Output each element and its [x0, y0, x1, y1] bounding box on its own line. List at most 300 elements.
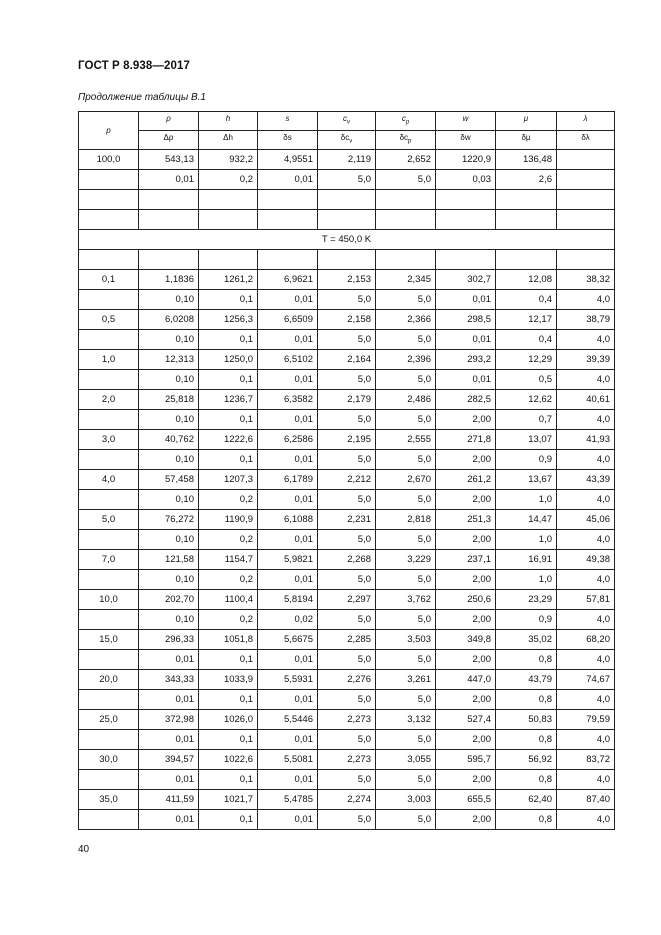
header-row-uncertainty [79, 131, 615, 150]
value-cell: 6,9621 [258, 270, 318, 290]
pressure-cell: 35,0 [79, 790, 139, 810]
value-cell: 2,486 [376, 390, 436, 410]
table-row [79, 750, 615, 770]
value-cell: 5,0 [318, 170, 376, 190]
value-cell: 6,0208 [139, 310, 199, 330]
value-cell [436, 250, 496, 270]
table-row [79, 590, 615, 610]
pressure-cell: 0,5 [79, 310, 139, 330]
value-cell: 1261,2 [199, 270, 258, 290]
value-cell: 4,0 [557, 490, 615, 510]
value-cell: 5,0 [318, 490, 376, 510]
value-cell: 0,8 [496, 690, 557, 710]
value-cell: 5,0 [318, 810, 376, 830]
value-cell: 0,01 [258, 330, 318, 350]
data-table [78, 111, 615, 830]
pressure-cell: 20,0 [79, 670, 139, 690]
value-cell: 2,00 [436, 770, 496, 790]
value-cell [376, 190, 436, 210]
value-cell: 0,01 [258, 490, 318, 510]
value-cell: 0,10 [139, 410, 199, 430]
value-cell: 4,0 [557, 530, 615, 550]
value-cell: 343,33 [139, 670, 199, 690]
value-cell: 0,10 [139, 330, 199, 350]
value-cell: 4,0 [557, 570, 615, 590]
value-cell [199, 190, 258, 210]
value-cell: 0,10 [139, 370, 199, 390]
value-cell: 2,273 [318, 710, 376, 730]
value-cell: 43,39 [557, 470, 615, 490]
value-cell: 0,01 [139, 730, 199, 750]
table-row [79, 730, 615, 750]
value-cell: 0,7 [496, 410, 557, 430]
header-cell [258, 112, 318, 131]
header-cell-symbol: μ [523, 114, 529, 124]
value-cell [496, 210, 557, 230]
value-cell: 2,366 [376, 310, 436, 330]
table-row [79, 550, 615, 570]
pressure-cell: 5,0 [79, 510, 139, 530]
value-cell: 4,0 [557, 730, 615, 750]
pressure-cell [79, 610, 139, 630]
table-row [79, 450, 615, 470]
pressure-cell [79, 810, 139, 830]
temperature-row [79, 230, 615, 250]
header-cell-uncertainty-subscript: v [349, 138, 353, 145]
header-cell-uncertainty [376, 131, 436, 150]
value-cell [139, 250, 199, 270]
value-cell: 1256,3 [199, 310, 258, 330]
pressure-cell [79, 210, 139, 230]
value-cell: 2,555 [376, 430, 436, 450]
value-cell: 0,1 [199, 330, 258, 350]
header-cell-uncertainty-symbol: Δh [223, 133, 233, 143]
pressure-cell [79, 410, 139, 430]
value-cell: 250,6 [436, 590, 496, 610]
value-cell [376, 210, 436, 230]
value-cell: 0,01 [436, 290, 496, 310]
value-cell: 0,5 [496, 370, 557, 390]
value-cell: 76,272 [139, 510, 199, 530]
value-cell: 271,8 [436, 430, 496, 450]
header-cell-subscript: v [347, 119, 350, 126]
value-cell: 2,00 [436, 410, 496, 430]
value-cell: 0,01 [258, 530, 318, 550]
value-cell: 0,10 [139, 490, 199, 510]
header-row [79, 112, 615, 131]
value-cell: 0,01 [139, 650, 199, 670]
value-cell: 0,03 [436, 170, 496, 190]
value-cell [318, 250, 376, 270]
value-cell: 5,9821 [258, 550, 318, 570]
temperature-label: T = 450,0 K [79, 230, 615, 250]
header-cell [496, 112, 557, 131]
value-cell: 41,93 [557, 430, 615, 450]
value-cell: 0,02 [258, 610, 318, 630]
value-cell: 0,9 [496, 450, 557, 470]
pressure-cell: 7,0 [79, 550, 139, 570]
value-cell: 298,5 [436, 310, 496, 330]
value-cell: 35,02 [496, 630, 557, 650]
value-cell: 0,01 [258, 410, 318, 430]
value-cell: 0,01 [436, 370, 496, 390]
value-cell: 79,59 [557, 710, 615, 730]
value-cell: 6,5102 [258, 350, 318, 370]
value-cell: 40,61 [557, 390, 615, 410]
value-cell: 38,79 [557, 310, 615, 330]
value-cell: 6,1088 [258, 510, 318, 530]
value-cell: 251,3 [436, 510, 496, 530]
value-cell: 1,0 [496, 490, 557, 510]
value-cell: 4,0 [557, 290, 615, 310]
value-cell [496, 250, 557, 270]
value-cell [139, 210, 199, 230]
value-cell: 12,313 [139, 350, 199, 370]
value-cell: 5,4785 [258, 790, 318, 810]
header-cell-uncertainty [436, 131, 496, 150]
value-cell: 411,59 [139, 790, 199, 810]
value-cell: 5,0 [318, 450, 376, 470]
value-cell: 1220,9 [436, 150, 496, 170]
value-cell: 296,33 [139, 630, 199, 650]
value-cell: 0,1 [199, 650, 258, 670]
value-cell: 2,119 [318, 150, 376, 170]
pressure-cell: 100,0 [79, 150, 139, 170]
value-cell: 2,179 [318, 390, 376, 410]
value-cell: 0,01 [258, 730, 318, 750]
value-cell [258, 210, 318, 230]
value-cell: 1,0 [496, 570, 557, 590]
table-row [79, 570, 615, 590]
value-cell: 57,81 [557, 590, 615, 610]
value-cell: 2,297 [318, 590, 376, 610]
header-cell-uncertainty-symbol: δλ [581, 133, 590, 143]
page-number: 40 [78, 844, 90, 855]
value-cell: 293,2 [436, 350, 496, 370]
value-cell: 12,29 [496, 350, 557, 370]
table-row [79, 790, 615, 810]
value-cell: 50,83 [496, 710, 557, 730]
value-cell: 5,0 [318, 770, 376, 790]
value-cell: 0,01 [258, 170, 318, 190]
value-cell: 202,70 [139, 590, 199, 610]
value-cell: 43,79 [496, 670, 557, 690]
table-row [79, 290, 615, 310]
value-cell: 655,5 [436, 790, 496, 810]
header-cell-uncertainty-subscript: p [408, 138, 412, 145]
table-row [79, 210, 615, 230]
value-cell: 5,0 [318, 570, 376, 590]
pressure-cell: 30,0 [79, 750, 139, 770]
value-cell: 5,0 [318, 530, 376, 550]
value-cell: 5,0 [376, 290, 436, 310]
value-cell: 6,1789 [258, 470, 318, 490]
pressure-cell [79, 690, 139, 710]
value-cell: 1250,0 [199, 350, 258, 370]
header-cell-uncertainty [557, 131, 615, 150]
value-cell: 2,6 [496, 170, 557, 190]
pressure-cell [79, 650, 139, 670]
pressure-cell: 4,0 [79, 470, 139, 490]
value-cell: 0,8 [496, 650, 557, 670]
header-cell-subscript: p [405, 119, 410, 126]
document-title: ГОСТ Р 8.938—2017 [78, 60, 190, 72]
value-cell: 0,10 [139, 450, 199, 470]
value-cell: 1190,9 [199, 510, 258, 530]
value-cell: 62,40 [496, 790, 557, 810]
value-cell: 0,01 [258, 450, 318, 470]
value-cell: 2,195 [318, 430, 376, 450]
value-cell: 2,273 [318, 750, 376, 770]
value-cell: 45,06 [557, 510, 615, 530]
value-cell: 5,0 [318, 370, 376, 390]
value-cell: 0,4 [496, 330, 557, 350]
value-cell: 543,13 [139, 150, 199, 170]
header-cell-uncertainty [496, 131, 557, 150]
value-cell: 1,1836 [139, 270, 199, 290]
value-cell: 5,0 [318, 330, 376, 350]
table-row [79, 470, 615, 490]
table-row [79, 810, 615, 830]
table-row [79, 690, 615, 710]
value-cell: 5,0 [376, 490, 436, 510]
value-cell: 0,1 [199, 290, 258, 310]
table-row [79, 190, 615, 210]
pressure-cell [79, 170, 139, 190]
value-cell: 5,0 [376, 530, 436, 550]
value-cell: 0,2 [199, 530, 258, 550]
value-cell: 14,47 [496, 510, 557, 530]
value-cell: 0,01 [258, 290, 318, 310]
value-cell: 5,5081 [258, 750, 318, 770]
value-cell: 0,01 [258, 370, 318, 390]
value-cell: 0,10 [139, 290, 199, 310]
value-cell: 394,57 [139, 750, 199, 770]
value-cell: 0,8 [496, 810, 557, 830]
value-cell: 0,10 [139, 610, 199, 630]
header-cell-uncertainty-symbol: δμ [521, 133, 531, 143]
value-cell: 4,0 [557, 450, 615, 470]
value-cell: 0,1 [199, 450, 258, 470]
value-cell: 2,00 [436, 490, 496, 510]
value-cell: 2,153 [318, 270, 376, 290]
value-cell: 5,8194 [258, 590, 318, 610]
value-cell: 0,01 [258, 570, 318, 590]
value-cell: 2,268 [318, 550, 376, 570]
value-cell: 136,48 [496, 150, 557, 170]
value-cell: 2,00 [436, 730, 496, 750]
value-cell: 5,0 [376, 730, 436, 750]
value-cell: 0,1 [199, 770, 258, 790]
value-cell: 595,7 [436, 750, 496, 770]
value-cell: 0,10 [139, 530, 199, 550]
value-cell: 56,92 [496, 750, 557, 770]
pressure-cell: 10,0 [79, 590, 139, 610]
value-cell [199, 250, 258, 270]
table-row [79, 430, 615, 450]
table-row [79, 770, 615, 790]
value-cell: 1033,9 [199, 670, 258, 690]
value-cell: 0,01 [139, 770, 199, 790]
value-cell: 0,2 [199, 170, 258, 190]
table-row [79, 270, 615, 290]
value-cell: 5,0 [376, 170, 436, 190]
value-cell: 1154,7 [199, 550, 258, 570]
header-cell-uncertainty-symbol: δw [460, 133, 471, 143]
pressure-cell [79, 370, 139, 390]
table-row [79, 530, 615, 550]
value-cell: 2,00 [436, 530, 496, 550]
value-cell: 4,0 [557, 410, 615, 430]
value-cell: 38,32 [557, 270, 615, 290]
value-cell: 39,39 [557, 350, 615, 370]
value-cell: 2,652 [376, 150, 436, 170]
header-cell-uncertainty [318, 131, 376, 150]
value-cell: 3,132 [376, 710, 436, 730]
table-row [79, 630, 615, 650]
value-cell: 2,00 [436, 610, 496, 630]
value-cell: 6,2586 [258, 430, 318, 450]
value-cell: 282,5 [436, 390, 496, 410]
header-cell-symbol: s [285, 114, 290, 124]
value-cell: 0,01 [258, 650, 318, 670]
value-cell: 5,0 [376, 770, 436, 790]
header-cell [139, 112, 199, 131]
value-cell: 0,1 [199, 410, 258, 430]
value-cell: 4,9551 [258, 150, 318, 170]
value-cell: 12,62 [496, 390, 557, 410]
value-cell: 0,01 [258, 770, 318, 790]
value-cell: 302,7 [436, 270, 496, 290]
value-cell: 4,0 [557, 810, 615, 830]
header-cell [318, 112, 376, 131]
table-row [79, 410, 615, 430]
value-cell: 5,0 [318, 650, 376, 670]
value-cell: 87,40 [557, 790, 615, 810]
value-cell: 2,276 [318, 670, 376, 690]
value-cell: 6,6509 [258, 310, 318, 330]
value-cell: 0,8 [496, 770, 557, 790]
value-cell: 5,0 [376, 570, 436, 590]
value-cell: 1026,0 [199, 710, 258, 730]
value-cell: 1051,8 [199, 630, 258, 650]
table-row [79, 330, 615, 350]
value-cell: 1236,7 [199, 390, 258, 410]
pressure-cell [79, 250, 139, 270]
value-cell: 4,0 [557, 690, 615, 710]
value-cell: 5,6675 [258, 630, 318, 650]
pressure-cell [79, 730, 139, 750]
header-cell-uncertainty-symbol: δc [399, 133, 409, 143]
value-cell: 1207,3 [199, 470, 258, 490]
value-cell: 3,762 [376, 590, 436, 610]
value-cell: 16,91 [496, 550, 557, 570]
header-cell [557, 112, 615, 131]
value-cell: 68,20 [557, 630, 615, 650]
pressure-cell [79, 330, 139, 350]
value-cell: 0,2 [199, 570, 258, 590]
pressure-cell [79, 570, 139, 590]
pressure-cell [79, 770, 139, 790]
value-cell [139, 190, 199, 210]
pressure-cell [79, 530, 139, 550]
value-cell: 0,9 [496, 610, 557, 630]
table-row [79, 170, 615, 190]
value-cell: 5,0 [376, 610, 436, 630]
value-cell [199, 210, 258, 230]
header-cell-symbol: ρ [166, 114, 171, 124]
pressure-cell: 3,0 [79, 430, 139, 450]
table-row [79, 150, 615, 170]
value-cell: 6,3582 [258, 390, 318, 410]
value-cell: 3,055 [376, 750, 436, 770]
value-cell: 12,17 [496, 310, 557, 330]
value-cell: 2,285 [318, 630, 376, 650]
value-cell: 527,4 [436, 710, 496, 730]
value-cell: 13,67 [496, 470, 557, 490]
value-cell: 49,38 [557, 550, 615, 570]
header-cell-symbol: w [462, 114, 469, 124]
value-cell: 0,4 [496, 290, 557, 310]
value-cell: 12,08 [496, 270, 557, 290]
value-cell: 0,01 [139, 690, 199, 710]
value-cell: 5,0 [376, 650, 436, 670]
value-cell: 2,212 [318, 470, 376, 490]
pressure-cell [79, 490, 139, 510]
value-cell: 5,0 [376, 370, 436, 390]
value-cell: 4,0 [557, 370, 615, 390]
table-row [79, 710, 615, 730]
value-cell: 0,01 [139, 810, 199, 830]
pressure-cell: 1,0 [79, 350, 139, 370]
value-cell: 4,0 [557, 770, 615, 790]
value-cell: 3,229 [376, 550, 436, 570]
value-cell: 2,231 [318, 510, 376, 530]
value-cell: 0,01 [139, 170, 199, 190]
value-cell: 0,2 [199, 610, 258, 630]
value-cell: 5,0 [318, 610, 376, 630]
table-row [79, 350, 615, 370]
value-cell: 0,10 [139, 570, 199, 590]
value-cell [557, 170, 615, 190]
value-cell: 5,0 [376, 410, 436, 430]
value-cell: 1100,4 [199, 590, 258, 610]
value-cell: 2,00 [436, 690, 496, 710]
table-row [79, 610, 615, 630]
header-cell-symbol: c [401, 114, 406, 124]
table-row [79, 510, 615, 530]
value-cell: 0,2 [199, 490, 258, 510]
value-cell [258, 190, 318, 210]
table-row [79, 250, 615, 270]
header-cell-uncertainty-symbol: δc [340, 133, 350, 143]
value-cell: 5,0 [318, 730, 376, 750]
value-cell: 5,0 [318, 690, 376, 710]
value-cell: 0,1 [199, 690, 258, 710]
pressure-cell: 15,0 [79, 630, 139, 650]
value-cell: 237,1 [436, 550, 496, 570]
value-cell: 5,0 [318, 290, 376, 310]
value-cell: 0,1 [199, 730, 258, 750]
value-cell: 25,818 [139, 390, 199, 410]
table-row [79, 670, 615, 690]
value-cell: 0,1 [199, 810, 258, 830]
value-cell: 5,5931 [258, 670, 318, 690]
value-cell: 372,98 [139, 710, 199, 730]
pressure-cell: 0,1 [79, 270, 139, 290]
header-cell-symbol: c [343, 114, 347, 124]
pressure-cell: 2,0 [79, 390, 139, 410]
